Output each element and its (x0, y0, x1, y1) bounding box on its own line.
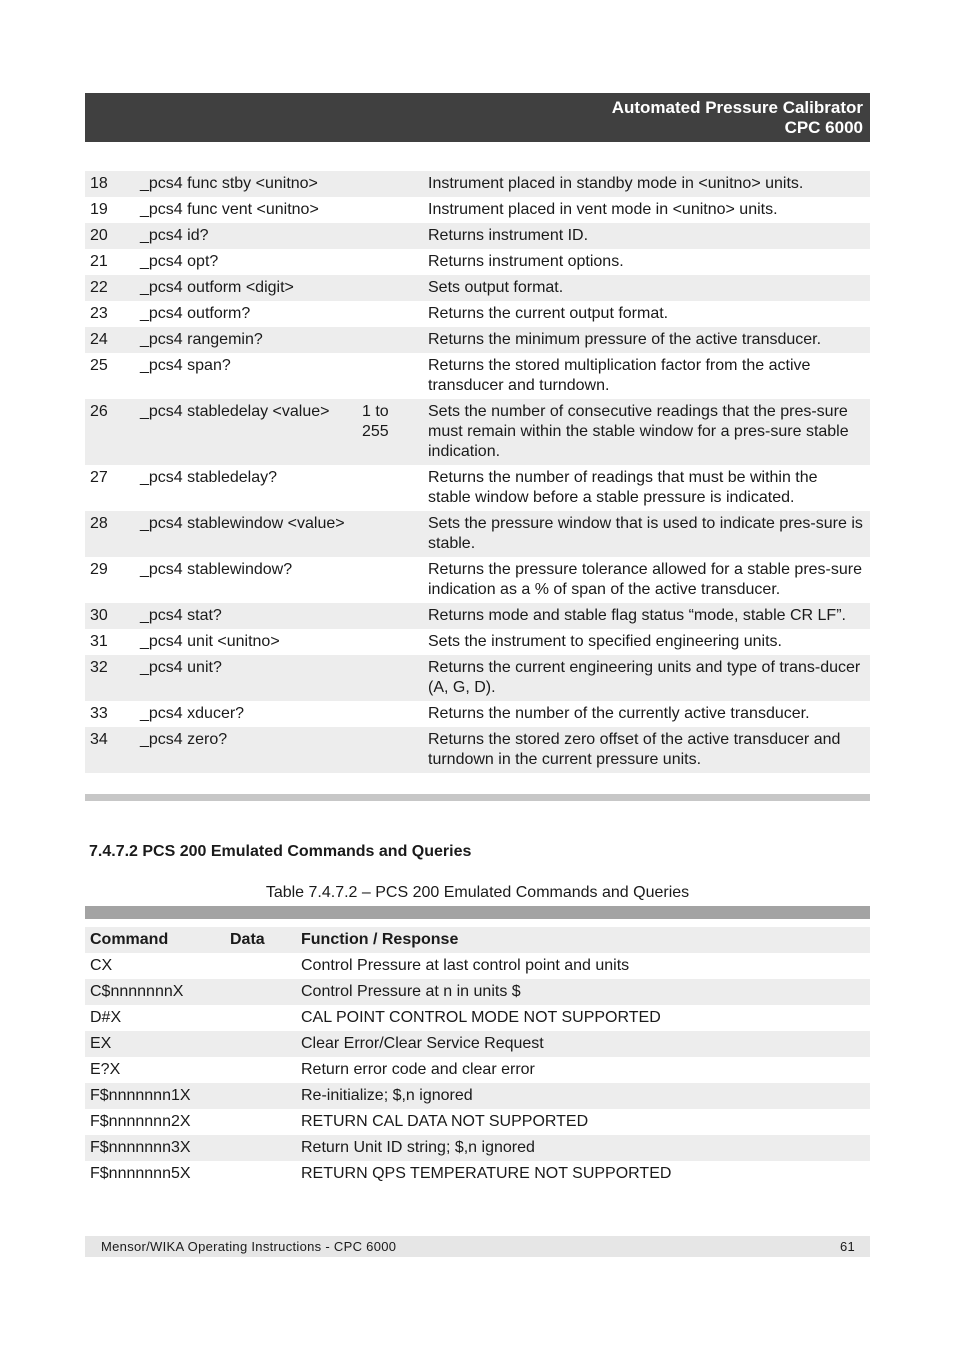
function-cell: Re-initialize; $,n ignored (296, 1083, 870, 1109)
description-cell: Sets the pressure window that is used to indicate pres-sure is stable. (423, 511, 870, 557)
column-header-data: Data (225, 927, 296, 953)
command-cell: F$nnnnnnn3X (85, 1135, 225, 1161)
description-cell: Returns instrument ID. (423, 223, 870, 249)
row-number: 34 (85, 727, 135, 773)
column-header-function: Function / Response (296, 927, 870, 953)
function-cell: Clear Error/Clear Service Request (296, 1031, 870, 1057)
data-cell (357, 275, 423, 301)
command-cell: _pcs4 stablewindow? (140, 561, 293, 578)
footer-document-title: Mensor/WIKA Operating Instructions - CPC 6000 (101, 1239, 397, 1254)
table-bottom-rule (85, 794, 870, 801)
page-header (85, 93, 870, 142)
command-cell: _pcs4 xducer? (140, 705, 245, 722)
data-cell (225, 1109, 296, 1135)
row-number: 31 (90, 633, 108, 650)
section-title: 7.4.7.2 PCS 200 Emulated Commands and Queries (89, 843, 472, 860)
table-row (85, 629, 870, 655)
command-cell: _pcs4 stat? (135, 603, 357, 629)
function-cell: CAL POINT CONTROL MODE NOT SUPPORTED (301, 1009, 661, 1026)
page-number: 61 (839, 1239, 855, 1254)
data-cell (357, 353, 423, 399)
data-cell (225, 1135, 296, 1161)
table-row (85, 301, 870, 327)
data-cell (357, 603, 423, 629)
command-cell: _pcs4 outform? (140, 305, 251, 322)
data-cell (357, 197, 423, 223)
description-cell: Returns the stored zero offset of the active transducer and turndown in the current pressure units. (423, 727, 870, 773)
table-row (85, 603, 870, 629)
description-cell: Sets the number of consecutive readings that the pres-sure must remain within the stable window for a pres-sure stable indication. (423, 399, 870, 465)
pcs200-commands-table (85, 927, 870, 1187)
table-row (85, 655, 870, 701)
command-cell: D#X (90, 1009, 122, 1026)
table-row (85, 511, 870, 557)
command-cell: _pcs4 stabledelay? (140, 469, 277, 486)
command-cell: _pcs4 func stby <unitno> (135, 171, 357, 197)
command-cell: C$nnnnnnnX (85, 979, 225, 1005)
description-cell: Returns mode and stable flag status “mode, stable CR LF”. (423, 603, 870, 629)
table-row (85, 1031, 870, 1057)
description-cell: Returns the number of the currently active transducer. (428, 705, 810, 722)
data-cell: 1 to 255 (357, 399, 423, 465)
table-row (85, 727, 870, 773)
table-row (85, 353, 870, 399)
data-cell (357, 465, 423, 511)
description-cell: Returns the number of readings that must be within the stable window before a stable pressure is indicated. (428, 469, 818, 506)
command-cell: _pcs4 zero? (135, 727, 357, 773)
description-cell: Sets the instrument to specified engineering units. (428, 633, 782, 650)
row-number: 32 (85, 655, 135, 701)
data-cell (225, 1161, 296, 1187)
row-number: 29 (90, 561, 108, 578)
data-cell (357, 727, 423, 773)
command-cell: EX (85, 1031, 225, 1057)
command-cell: _pcs4 func vent <unitno> (140, 201, 319, 218)
row-number: 18 (85, 171, 135, 197)
table-row (85, 1005, 870, 1031)
table-row (85, 979, 870, 1005)
table-row (85, 1109, 870, 1135)
row-number: 28 (85, 511, 135, 557)
table-row (85, 953, 870, 979)
command-cell: _pcs4 opt? (140, 253, 219, 270)
description-cell: Sets output format. (423, 275, 870, 301)
page-footer (85, 1236, 870, 1257)
table-row (85, 1057, 870, 1083)
row-number: 19 (90, 201, 108, 218)
header-model: CPC 6000 (784, 118, 863, 137)
description-cell: Returns the minimum pressure of the active transducer. (423, 327, 870, 353)
table-row (85, 465, 870, 511)
command-cell: _pcs4 unit <unitno> (140, 633, 280, 650)
table-row (85, 275, 870, 301)
table-row (85, 557, 870, 603)
description-cell: Instrument placed in vent mode in <unitno> units. (428, 201, 778, 218)
table-row (85, 1083, 870, 1109)
row-number: 24 (85, 327, 135, 353)
data-cell (357, 301, 423, 327)
function-cell: Return error code and clear error (301, 1061, 535, 1078)
description-cell: Returns instrument options. (428, 253, 624, 270)
table-row (85, 197, 870, 223)
data-cell (357, 249, 423, 275)
data-cell (225, 1031, 296, 1057)
data-cell (357, 223, 423, 249)
data-cell (357, 655, 423, 701)
data-cell (357, 327, 423, 353)
row-number: 30 (85, 603, 135, 629)
row-number: 25 (90, 357, 108, 374)
table-row (85, 327, 870, 353)
command-cell: _pcs4 outform <digit> (135, 275, 357, 301)
row-number: 23 (90, 305, 108, 322)
table-row (85, 1135, 870, 1161)
function-cell: RETURN CAL DATA NOT SUPPORTED (301, 1113, 589, 1130)
description-cell: Returns the stored multiplication factor from the active transducer and turndown. (428, 357, 811, 394)
data-cell (357, 629, 423, 655)
description-cell: Instrument placed in standby mode in <unitno> units. (423, 171, 870, 197)
table-row (85, 171, 870, 197)
data-cell (225, 979, 296, 1005)
data-cell (357, 557, 423, 603)
command-cell: E?X (90, 1061, 121, 1078)
description-cell: Returns the pressure tolerance allowed for a stable pres-sure indication as a % of span of the active transducer. (428, 561, 862, 598)
function-cell: Control Pressure at n in units $ (296, 979, 870, 1005)
data-cell (225, 1083, 296, 1109)
description-cell: Returns the current output format. (428, 305, 669, 322)
row-number: 21 (90, 253, 108, 270)
function-cell: Return Unit ID string; $,n ignored (296, 1135, 870, 1161)
command-cell: _pcs4 rangemin? (135, 327, 357, 353)
command-cell: F$nnnnnnn1X (85, 1083, 225, 1109)
command-cell: F$nnnnnnn5X (90, 1165, 191, 1182)
row-number: 33 (90, 705, 108, 722)
data-cell (225, 953, 296, 979)
row-number: 20 (85, 223, 135, 249)
table-row (85, 399, 870, 465)
table-header-row (85, 927, 870, 953)
command-cell: _pcs4 stablewindow <value> (135, 511, 357, 557)
column-header-command: Command (85, 927, 225, 953)
command-cell: CX (90, 957, 113, 974)
table-caption: Table 7.4.7.2 – PCS 200 Emulated Commands and Queries (265, 884, 690, 901)
command-cell: _pcs4 unit? (135, 655, 357, 701)
description-cell: Returns the current engineering units and type of trans-ducer (A, G, D). (423, 655, 870, 701)
row-number: 22 (85, 275, 135, 301)
data-cell (357, 511, 423, 557)
table-row (85, 223, 870, 249)
row-number: 27 (90, 469, 108, 486)
header-title: Automated Pressure Calibrator (611, 98, 863, 117)
command-cell: _pcs4 stabledelay <value> (135, 399, 357, 465)
table-row (85, 701, 870, 727)
table-top-rule (85, 906, 870, 919)
pcs4-commands-table (85, 171, 870, 773)
function-cell: Control Pressure at last control point and units (301, 957, 630, 974)
data-cell (225, 1005, 296, 1031)
command-cell: F$nnnnnnn2X (90, 1113, 191, 1130)
data-cell (225, 1057, 296, 1083)
row-number: 26 (85, 399, 135, 465)
function-cell: RETURN QPS TEMPERATURE NOT SUPPORTED (301, 1165, 672, 1182)
data-cell (357, 701, 423, 727)
data-cell (357, 171, 423, 197)
table-row (85, 1161, 870, 1187)
table-row (85, 249, 870, 275)
command-cell: _pcs4 span? (140, 357, 231, 374)
command-cell: _pcs4 id? (135, 223, 357, 249)
